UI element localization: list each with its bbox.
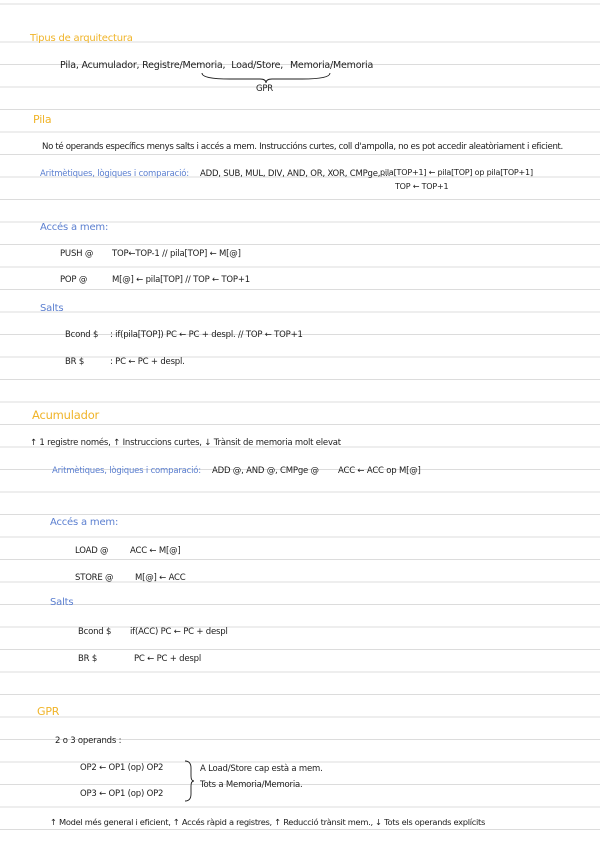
pila-bcond-rule: : if(pila[TOP]) PC ← PC + despl. // TOP ← TOP+1 [110, 330, 303, 340]
acumulador-description: ↑ 1 registre només, ↑ Instruccions curtes, ↓ Trànsit de memoria molt elevat [30, 438, 341, 448]
gpr-rules-brace-icon [183, 760, 195, 802]
acumulador-br-label: BR $ [78, 654, 98, 664]
gpr-summary: ↑ Model més general i eficient, ↑ Accés ràpid a registres, ↑ Reducció trànsit mem., ↓ Tots els operands explícits [50, 817, 485, 827]
acumulador-arith-rule: ACC ← ACC op M[@] [338, 466, 421, 476]
gpr-heading: GPR [37, 705, 60, 718]
acumulador-load-rule: ACC ← M[@] [130, 546, 181, 556]
acumulador-load-label: LOAD @ [75, 546, 109, 556]
acumulador-mem-heading: Accés a mem: [50, 517, 119, 528]
types-list-text: Pila, Acumulador, Registre/Memoria, [60, 60, 226, 71]
types-list [60, 60, 373, 71]
pila-push-rule: TOP←TOP-1 // pila[TOP] ← M[@] [112, 249, 241, 259]
pila-mem-heading: Accés a mem: [40, 222, 109, 233]
pila-pop-label: POP @ [60, 275, 88, 285]
pila-bcond-label: Bcond $ [65, 330, 99, 340]
pila-push-label: PUSH @ [60, 249, 94, 259]
pila-salts-heading: Salts [40, 303, 64, 314]
pila-description: No té operands específics menys salts i accés a mem. Instruccións curtes, coll d'ampolla, no es pot accedir aleatòriament i eficient. [42, 142, 563, 152]
pila-heading: Pila [33, 113, 52, 126]
pila-arith-rule-2: TOP ← TOP+1 [395, 182, 449, 191]
gpr-note-2: Tots a Memoria/Memoria. [200, 780, 303, 790]
pila-arith-ops: ADD, SUB, MUL, DIV, AND, OR, XOR, CMPge, ... [200, 169, 391, 179]
page-title: Tipus de arquitectura [30, 33, 133, 44]
pila-arith-rule-1: pila[TOP+1] ← pila[TOP] op pila[TOP+1] [380, 168, 533, 177]
acumulador-br-rule: PC ← PC + despl [134, 654, 201, 664]
acumulador-salts-heading: Salts [50, 597, 74, 608]
pila-br-label: BR $ [65, 357, 85, 367]
acumulador-store-label: STORE @ [75, 573, 114, 583]
acumulador-arith-ops: ADD @, AND @, CMPge @ [212, 466, 319, 476]
types-memoria: Memoria/Memoria [289, 60, 374, 71]
pila-arith-label: Aritmètiques, lògiques i comparació: [40, 169, 189, 179]
gpr-rule-2: OP3 ← OP1 (op) OP2 [80, 789, 164, 799]
acumulador-arith-label: Aritmètiques, lògiques i comparació: [52, 466, 201, 476]
gpr-brace-icon [200, 72, 332, 84]
acumulador-bcond-label: Bcond $ [78, 627, 112, 637]
acumulador-store-rule: M[@] ← ACC [135, 573, 186, 583]
gpr-label: GPR [256, 84, 274, 94]
acumulador-heading: Acumulador [32, 408, 100, 422]
acumulador-bcond-rule: if(ACC) PC ← PC + despl [130, 627, 228, 637]
gpr-operands-label: 2 o 3 operands : [55, 736, 122, 746]
pila-pop-rule: M[@] ← pila[TOP] // TOP ← TOP+1 [112, 275, 250, 285]
gpr-rule-1: OP2 ← OP1 (op) OP2 [80, 763, 164, 773]
gpr-note-1: A Load/Store cap està a mem. [200, 764, 323, 774]
types-load-store: Load/Store, [231, 60, 284, 71]
pila-br-rule: : PC ← PC + despl. [110, 357, 185, 367]
